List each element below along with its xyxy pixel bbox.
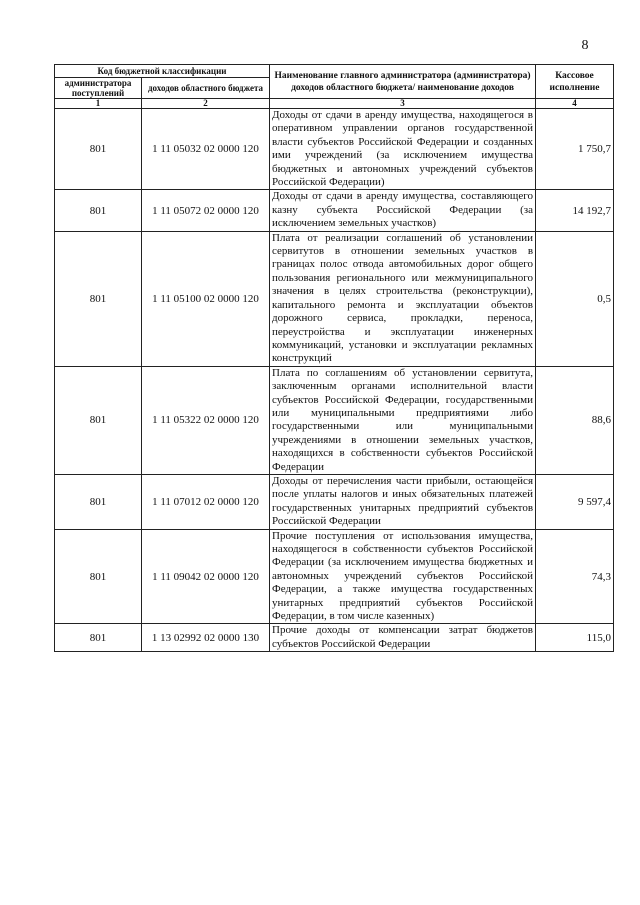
amount-cell: 0,5 — [536, 231, 614, 366]
page-number: 8 — [581, 38, 589, 53]
admin-code-cell: 801 — [55, 109, 142, 190]
revenue-name-cell: Прочие доходы от компенсации затрат бюджетов субъектов Российской Федерации — [270, 624, 536, 652]
column-number: 4 — [536, 99, 614, 109]
revenue-name-cell: Доходы от перечисления части прибыли, остающейся после уплаты налогов и иных обязательных платежей государственных унитарных предприятий субъектов Российской Федерации — [270, 474, 536, 529]
table-row — [55, 366, 614, 474]
admin-code-cell: 801 — [55, 366, 142, 474]
table-row — [55, 190, 614, 231]
amount-cell: 14 192,7 — [536, 190, 614, 231]
admin-code-cell: 801 — [55, 624, 142, 652]
header-cash-execution: Кассовое исполнение — [536, 65, 614, 99]
table-body — [55, 109, 614, 652]
header-budget-classification-code: Код бюджетной классификации — [55, 65, 270, 78]
column-number: 3 — [270, 99, 536, 109]
header-administrator-name: Наименование главного администратора (администратора) доходов областного бюджета/ наименование доходов — [270, 65, 536, 99]
revenue-name-cell: Плата от реализации соглашений об установлении сервитутов в отношении земельных участков в границах полос отвода автомобильных дорог общего пользования регионального или межмуниципального значения в целях строительства (реконструкции), капитального ремонта и эксплуатации объектов дорожного сервиса, прокладки, переноса, переустройства и эксплуатации инженерных коммуникаций, установки и эксплуатации рекламных конструкций — [270, 231, 536, 366]
table-row — [55, 109, 614, 190]
budget-code-cell: 1 11 05322 02 0000 120 — [142, 366, 270, 474]
budget-code-cell: 1 11 05100 02 0000 120 — [142, 231, 270, 366]
column-number: 2 — [142, 99, 270, 109]
amount-cell: 9 597,4 — [536, 474, 614, 529]
amount-cell: 1 750,7 — [536, 109, 614, 190]
admin-code-cell: 801 — [55, 231, 142, 366]
amount-cell: 115,0 — [536, 624, 614, 652]
admin-code-cell: 801 — [55, 529, 142, 624]
amount-cell: 88,6 — [536, 366, 614, 474]
table-row — [55, 529, 614, 624]
budget-code-cell: 1 11 09042 02 0000 120 — [142, 529, 270, 624]
revenue-name-cell: Доходы от сдачи в аренду имущества, составляющего казну субъекта Российской Федерации (за исключением земельных участков) — [270, 190, 536, 231]
table-row — [55, 624, 614, 652]
header-regional-budget-revenue: доходов областного бюджета — [142, 78, 270, 99]
revenue-name-cell: Плата по соглашениям об установлении сервитута, заключенным органами исполнительной власти субъектов Российской Федерации, государственными или муниципальными предприятиями либо государственными или муниципальными учреждениями в отношении земельных участков, находящихся в собственности субъектов Российской Федерации — [270, 366, 536, 474]
revenue-name-cell: Доходы от сдачи в аренду имущества, находящегося в оперативном управлении органов государственной власти субъектов Российской Федерации и созданных ими учреждений (за исключением имущества бюджетных и автономных учреждений субъектов Российской Федерации) — [270, 109, 536, 190]
column-number: 1 — [55, 99, 142, 109]
budget-code-cell: 1 13 02992 02 0000 130 — [142, 624, 270, 652]
amount-cell: 74,3 — [536, 529, 614, 624]
table-row — [55, 474, 614, 529]
header-revenue-administrator: администратора поступлений — [55, 78, 142, 99]
admin-code-cell: 801 — [55, 474, 142, 529]
budget-code-cell: 1 11 05032 02 0000 120 — [142, 109, 270, 190]
revenue-name-cell: Прочие поступления от использования имущества, находящегося в собственности субъектов Российской Федерации (за исключением имущества бюджетных и автономных учреждений субъектов Российской Федерации, а также имущества государственных унитарных предприятий субъектов Российской Федерации, в том числе казенных) — [270, 529, 536, 624]
admin-code-cell: 801 — [55, 190, 142, 231]
budget-income-table — [54, 64, 614, 652]
budget-code-cell: 1 11 07012 02 0000 120 — [142, 474, 270, 529]
budget-code-cell: 1 11 05072 02 0000 120 — [142, 190, 270, 231]
table-row — [55, 231, 614, 366]
